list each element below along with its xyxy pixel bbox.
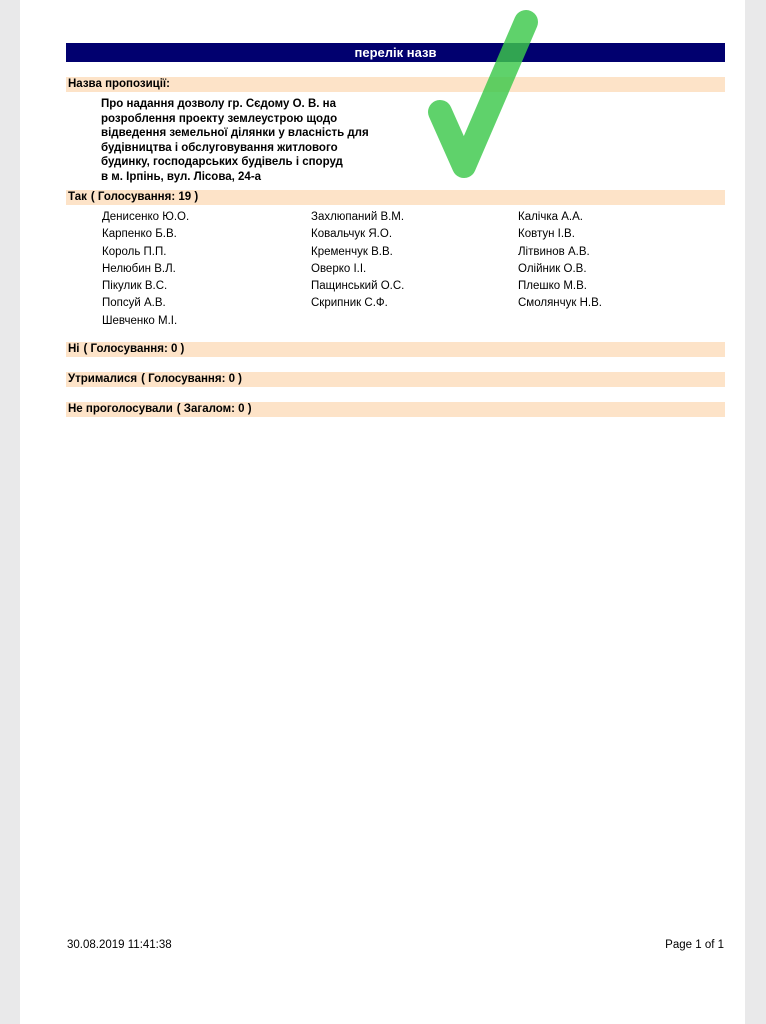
abstained-header [66, 372, 725, 387]
voter-name: Денисенко Ю.О. [102, 211, 190, 223]
abstained-count: ( Голосування: 0 ) [141, 373, 243, 385]
page-title: перелік назв [66, 43, 725, 62]
proposal-line: в м. Ірпінь, вул. Лісова, 24-а [101, 170, 262, 183]
voter-name: Захлюпаний В.М. [311, 211, 405, 223]
voter-name: Олійник О.В. [518, 262, 587, 275]
footer-page-number: Page 1 of 1 [665, 939, 724, 951]
names-row [102, 244, 702, 261]
voter-name: Калічка А.А. [518, 211, 583, 223]
not-voted-header [66, 402, 725, 417]
voter-name: Скрипник С.Ф. [311, 297, 388, 310]
names-row [102, 226, 702, 243]
footer-datetime: 30.08.2019 11:41:38 [67, 939, 172, 951]
proposal-label: Назва пропозиції: [66, 77, 725, 92]
voter-name: Пащинський О.С. [311, 280, 405, 293]
voter-name: Ковтун І.В. [518, 228, 575, 241]
voter-name: Ковальчук Я.О. [311, 228, 393, 241]
proposal-line: відведення земельної ділянки у власність для [101, 127, 369, 140]
voter-name: Король П.П. [102, 245, 167, 258]
names-row [102, 313, 702, 330]
names-row [102, 209, 702, 226]
no-votes-header [66, 342, 725, 357]
voter-name: Попсуй А.В. [102, 297, 166, 310]
check-mark-icon [426, 8, 546, 188]
proposal-line: будівництва і обслуговування житлового [101, 141, 338, 154]
voter-name: Нелюбин В.Л. [102, 262, 176, 275]
voter-name: Плешко М.В. [518, 280, 587, 293]
voter-name: Літвинов А.В. [518, 245, 590, 258]
yes-votes-names [102, 209, 702, 330]
not-voted-label: Не проголосували [68, 403, 173, 415]
names-row [102, 261, 702, 278]
no-votes-label: Ні [68, 343, 80, 355]
names-row [102, 278, 702, 295]
abstained-label: Утрималися [68, 373, 138, 385]
proposal-line: будинку, господарських будівель і споруд [101, 156, 343, 169]
voter-name: Кременчук В.В. [311, 245, 393, 258]
voter-name: Смолянчук Н.В. [518, 297, 602, 310]
voter-name: Пікулик В.С. [102, 280, 168, 293]
proposal-line: Про надання дозволу гр. Сєдому О. В. на [101, 98, 336, 110]
voter-name: Карпенко Б.В. [102, 228, 177, 241]
yes-votes-label: Так [68, 191, 87, 203]
not-voted-count: ( Загалом: 0 ) [176, 403, 252, 415]
no-votes-count: ( Голосування: 0 ) [83, 343, 185, 355]
proposal-line: розроблення проекту землеустрою щодо [101, 112, 338, 125]
voter-name: Шевченко М.І. [102, 314, 178, 327]
voter-name: Оверко І.І. [311, 262, 367, 275]
yes-votes-header [66, 190, 725, 205]
names-row [102, 295, 702, 312]
yes-votes-count: ( Голосування: 19 ) [90, 191, 199, 203]
proposal-text [101, 97, 401, 185]
document-page [20, 0, 745, 1024]
